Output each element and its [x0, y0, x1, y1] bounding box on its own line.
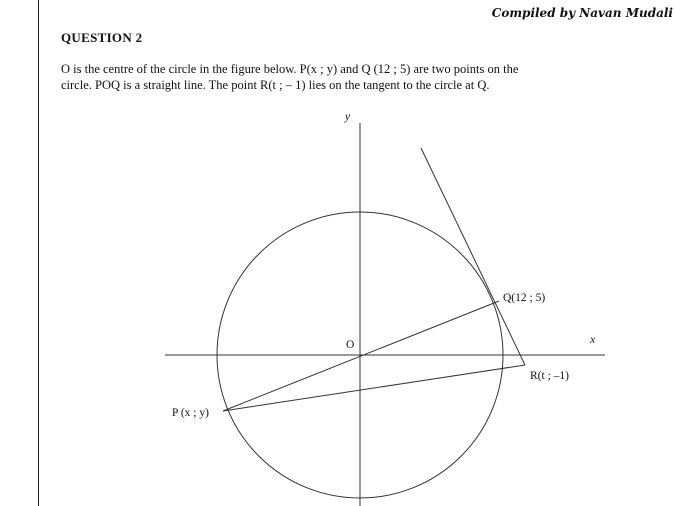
question-title: QUESTION 2	[61, 30, 143, 45]
origin-label: O	[346, 339, 355, 351]
y-axis-label: y	[345, 111, 351, 123]
question-line-2: circle. POQ is a straight line. The point R(t ; – 1) lies on the tangent to the circle at Q.	[61, 78, 490, 92]
tangent-line	[421, 148, 525, 365]
question-line-1: O is the centre of the circle in the figure below. P(x ; y) and Q (12 ; 5) are two points on the	[61, 62, 519, 76]
diameter-poq	[223, 301, 499, 411]
compiled-by-note: Compiled by Navan Mudali	[491, 6, 673, 20]
point-q-label: Q(12 ; 5)	[503, 292, 546, 304]
point-r-label: R(t ; –1)	[530, 370, 569, 382]
point-p-label: P (x ; y)	[172, 407, 209, 419]
line-pr	[223, 365, 525, 411]
x-axis-label: x	[590, 334, 596, 346]
